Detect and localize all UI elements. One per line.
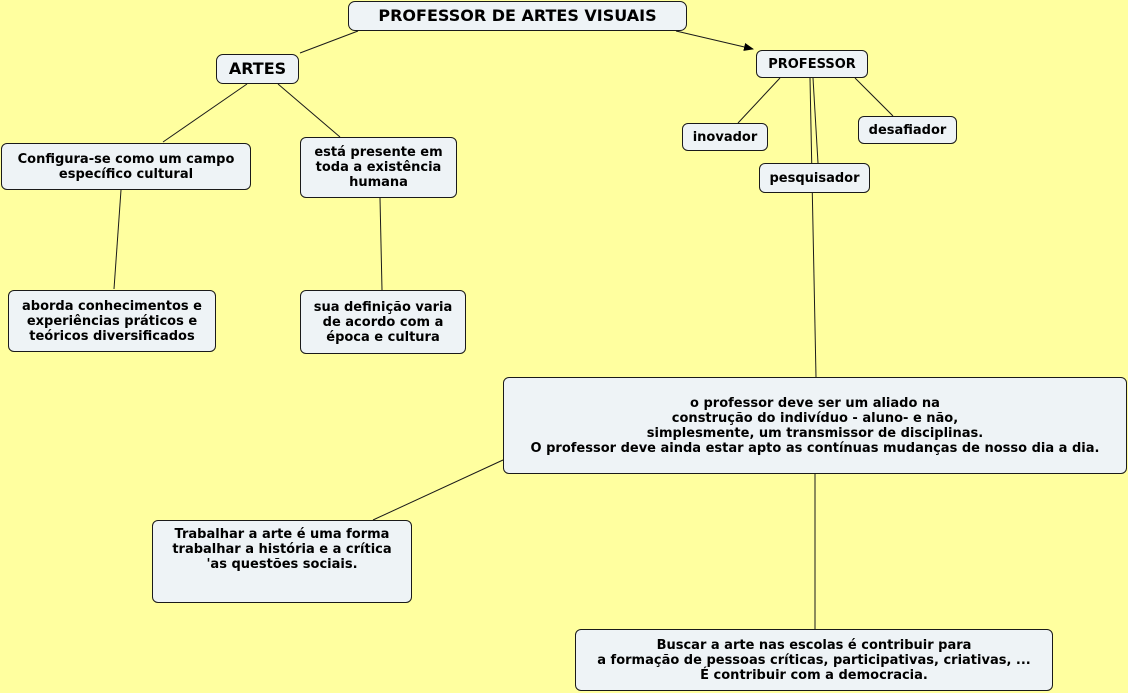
- subtopic-inovador[interactable]: inovador: [682, 123, 768, 151]
- aliado-to-trabalhar-line: [373, 460, 503, 520]
- subtopic-presente-existencia-humana[interactable]: está presente em toda a existência humana: [300, 137, 457, 198]
- topic-professor[interactable]: PROFESSOR: [756, 50, 868, 78]
- subtopic-professor-aliado[interactable]: o professor deve ser um aliado na construção do indivíduo - aluno- e não, simplesmente, um transmissor de disciplinas. O professor deve ainda estar apto as contínuas mudanças de nosso dia a dia.: [503, 377, 1127, 474]
- root-to-artes-line: [300, 31, 358, 53]
- artes-to-presente-line: [278, 84, 340, 137]
- professor-to-pesquisador-line: [813, 78, 818, 163]
- subtopic-trabalhar-a-arte[interactable]: Trabalhar a arte é uma forma trabalhar a história e a crítica 'as questões sociais.: [152, 520, 412, 603]
- subtopic-pesquisador[interactable]: pesquisador: [759, 163, 870, 193]
- subtopic-definicao-varia[interactable]: sua definição varia de acordo com a época e cultura: [300, 290, 466, 354]
- central-topic-professor-de-artes-visuais[interactable]: PROFESSOR DE ARTES VISUAIS: [348, 1, 687, 31]
- subtopic-desafiador[interactable]: desafiador: [858, 116, 957, 144]
- professor-to-inovador-line: [738, 78, 780, 123]
- professor-to-aliado-line: [810, 78, 816, 377]
- topic-artes[interactable]: ARTES: [216, 54, 299, 84]
- artes-to-campo-line: [163, 84, 247, 142]
- campo-to-aborda-line: [114, 190, 121, 289]
- presente-to-definicao-line: [380, 198, 382, 290]
- subtopic-campo-especifico-cultural[interactable]: Configura-se como um campo específico cultural: [1, 143, 251, 190]
- subtopic-aborda-conhecimentos[interactable]: aborda conhecimentos e experiências práticos e teóricos diversificados: [8, 290, 216, 352]
- professor-to-desafiador-line: [855, 78, 893, 116]
- subtopic-buscar-a-arte-nas-escolas[interactable]: Buscar a arte nas escolas é contribuir para a formação de pessoas críticas, participativas, criativas, ... É contribuir com a democracia.: [575, 629, 1053, 691]
- root-to-professor-arrow: [676, 31, 753, 49]
